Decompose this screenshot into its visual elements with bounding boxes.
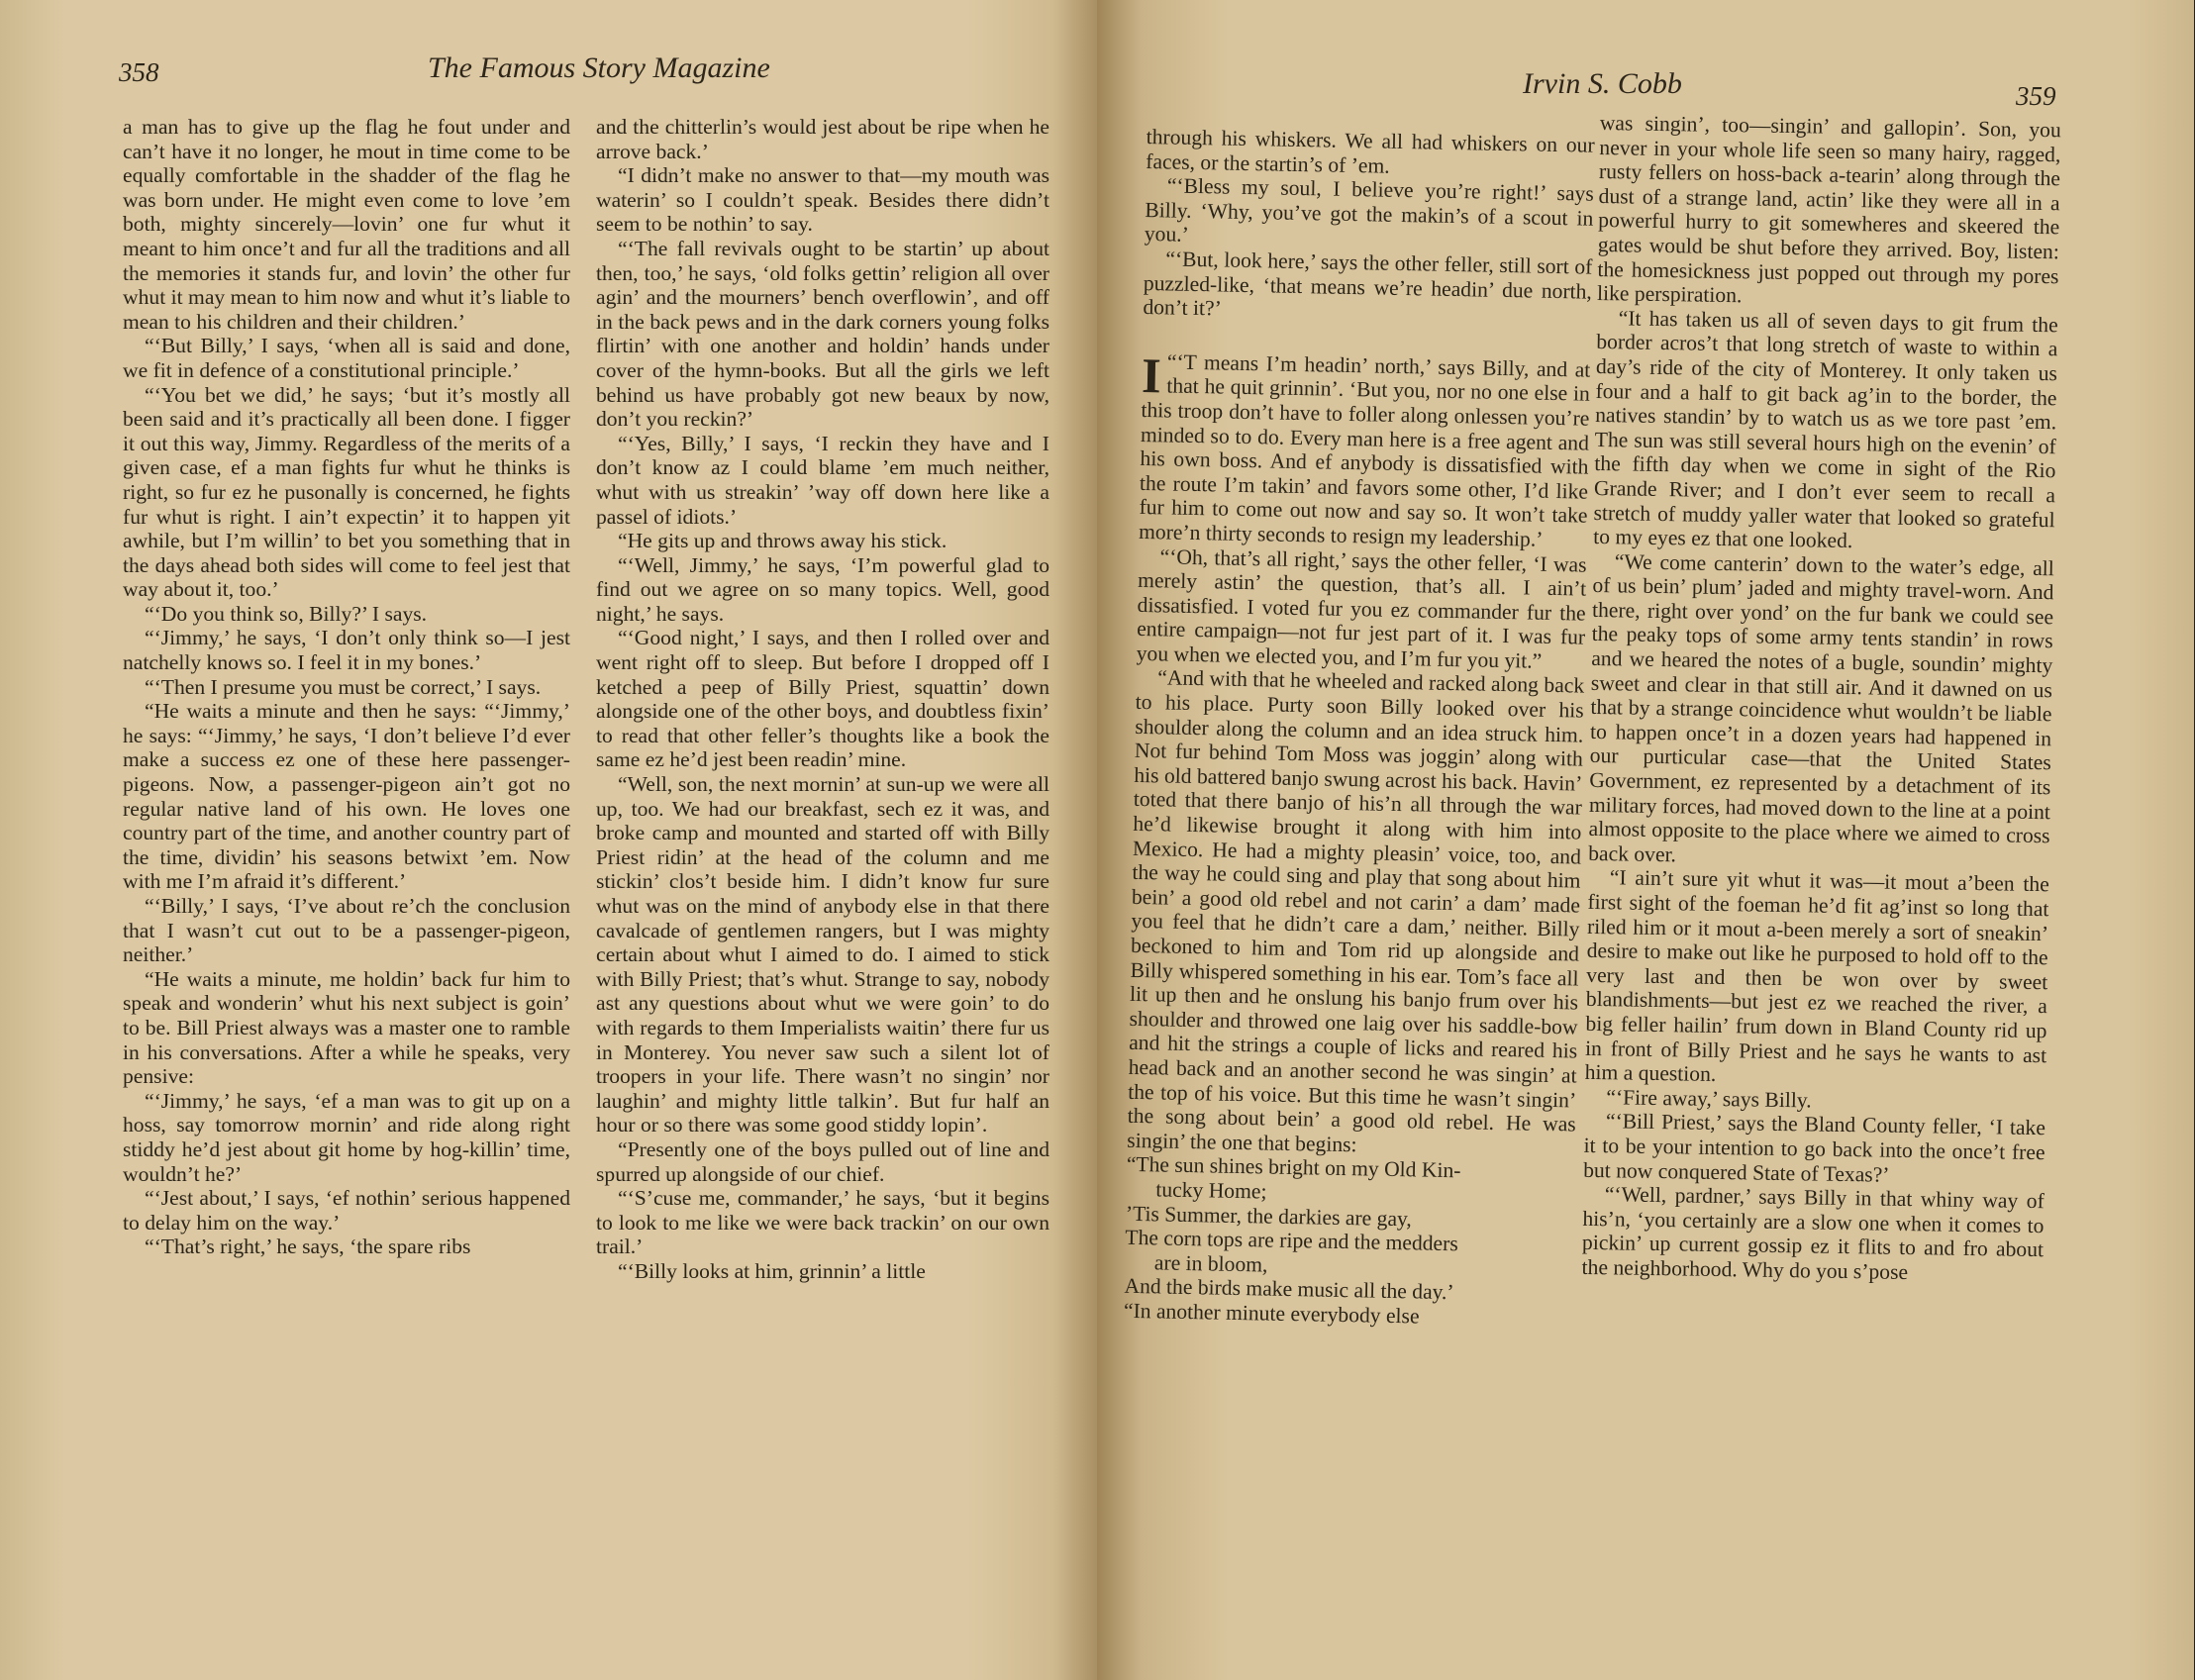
paragraph: “We come canterin’ down to the water’s edge, all of us bein’ plum’ jaded and mighty travel-worn. And there, right over yond’ on the fur bank we could see the peaky tops of some army tents standin’ in rows and we heared the notes of a bugle, soundin’ mighty sweet and clear in that still air. And it dawned on us that by a strange coincidence whut wouldn’t be liable to happen once’t in a dozen years had happened in our purticular case—that the United States Government, ez represented by a detachment of its military forces, had moved down to the line at a point almost opposite to the place where we aimed to cross back over. [1588, 548, 2054, 867]
left-column-2 [596, 115, 1049, 1284]
paragraph: “‘Good night,’ I says, and then I rolled over and went right off to sleep. But before I dropped off I ketched a peep of Billy Priest, squattin’ down alongside one of the other boys, and doubtless fixin’ to read that other feller’s thoughts like a book the same ez he’d jest been readin’ mine. [596, 626, 1049, 772]
paragraph: “‘Well, Jimmy,’ he says, ‘I’m powerful glad to find out we agree on so many topics. Well, good night,’ he says. [596, 552, 1049, 626]
paragraph: “And with that he wheeled and racked along back to his place. Purty soon Billy looked over his shoulder along the column and an idea struck him. Not fur behind Tom Moss was joggin’ along with his old battered banjo swung acrost his back. Havin’ toted that there banjo of his’n all through the war he’d likewise brought it along with him into Mexico. He had a mighty pleasin’ voice, too, and the way he could sing and play that song about him bein’ a good old rebel and not carin’ a dam’ made you feel that he didn’t care a dam,’ neither. Billy beckoned to him and Tom rid up alongside and Billy whispered something in his ear. Tom’s face all lit up then and he onslung his banjo frum over his shoulder and throwed one laig over his saddle-bow and hit the strings a couple of licks and reared his head back and an another second he was singin’ at the top of his voice. But this time he wasn’t singin’ the song about bein’ a good old rebel. He was singin’ the one that begins: [1127, 665, 1585, 1157]
paragraph: “‘That’s right,’ he says, ‘the spare ribs [145, 1235, 471, 1259]
paragraph: “‘The fall revivals ought to be startin’ up about then, too,’ he says, ‘old folks gettin’ religion all over agin’ and the mourners’ bench overflowin’, and off in the back pews and in the dark corners young folks flirtin’ with one another and holdin’ hands under cover of the hymn-books. But all the girls we left behind us have probably got new beaux by now, don’t you reckin?’ [596, 236, 1049, 432]
paragraph: “‘Billy looks at him, grinnin’ a little [618, 1258, 926, 1283]
paragraph: “‘Billy,’ I says, ‘I’ve about re’ch the conclusion that I wasn’t cut out to be a passenger-pigeon, neither.’ [123, 894, 570, 967]
paragraph: “‘Well, pardner,’ says Billy in that whiny way of his’n, ‘you certainly are a slow one when it comes to pickin’ up current gossip ez it flits to and fro about the neighborhood. Why do you s’pose [1581, 1182, 2045, 1284]
paragraph: was singin’, too—singin’ and gallopin’. Son, you never in your whole life seen so many hairy, ragged, rusty fellers on hoss-back a-tearin’ along through the dust of a strange land, actin’ like they were all in a powerful hurry to git somewheres and skeered the gates would be shut before they arrived. Boy, listen: the homesickness just popped out through my pores like perspiration. [1596, 111, 2061, 308]
dropcap-quote: “‘ [1166, 349, 1184, 374]
verse-line: ’Tis Summer, the darkies are gay, [1125, 1201, 1413, 1231]
verse-line: are in bloom, [1153, 1250, 1268, 1277]
paragraph: “‘Jimmy,’ he says, ‘ef a man was to git up on a hoss, say tomorrow mornin’ and ride along right stiddy he’d jest about git home by hog-killin’ time, wouldn’t he?’ [123, 1088, 570, 1186]
paragraph: “‘Fire away,’ says Billy. [1606, 1084, 1812, 1113]
paragraph: “It has taken us all of seven days to git frum the border acros’t that long stretch of waste to within a day’s ride of the city of Monterey. It only taken us four and a half to git back ag’in to the border, the natives standin’ by to watch us as we tore past ’em. The sun was still several hours high on the evenin’ of the fifth day when we come in sight of the Rio Grande River; and I don’t ever seem to recall a stretch of muddy yaller water that looked so grateful to my eyes ez that one looked. [1593, 306, 2058, 553]
left-page [0, 0, 1097, 1680]
paragraph: “‘Bless my soul, I believe you’re right!’ says Billy. ‘Why, you’ve got the makin’s of a scout in you.’ [1144, 173, 1594, 247]
paragraph: “Well, son, the next mornin’ at sun-up we were all up, too. We had our breakfast, sech ez it was, and broke camp and mounted and started off with Billy Priest ridin’ at the head of the column and me stickin’ clos’t beside him. I didn’t know fur sure whut was on the mind of anybody else in that there cavalcade of gentlemen rangers, but I was mighty certain about whut I aimed to do. I aimed to stick with Billy Priest; that’s whut. Strange to say, nobody ast any questions about whut we were goin’ to do with regards to them Imperialists waitin’ there fur us in Monterey. You never saw such a silent lot of troopers in your life. There wasn’t no singin’ nor laughin’ and mighty little talkin’. But fur half an hour or so there was some good stiddy lopin’. [596, 772, 1049, 1137]
paragraph: “He gits up and throws away his stick. [618, 529, 948, 553]
page-number: 359 [2016, 81, 2056, 111]
paragraph: “He waits a minute and then he says: “‘Jimmy,’ he says: “‘Jimmy,’ he says, ‘I don’t believe I’d ever make a success ez one of these here passenger-pigeons. Now, a passenger-pigeon ain’t got no regular native land of his own. He loves one country part of the time, and another country part of the time, dividin’ his seasons betwixt ’em. Now with me I’m afraid it’s different.’ [123, 699, 570, 894]
paragraph: “He waits a minute, me holdin’ back fur him to speak and wonderin’ whut his next subject is goin’ to be. Bill Priest always was a master one to ramble in his conversations. After a while he speaks, very pensive: [123, 966, 570, 1089]
paragraph: “In another minute everybody else [1123, 1298, 1420, 1329]
left-column-1 [123, 115, 570, 1259]
song-verse [1124, 1152, 1575, 1307]
drop-cap-letter: I [1141, 346, 1162, 404]
verse-line: The corn tops are ripe and the medders [1125, 1225, 1458, 1256]
dropcap-text: T means I’m headin’ north,’ says Billy, and at that he quit grinnin’. ‘But you, nor no one else in this troop don’t have to foller along onlessen you’re minded so to do. Every man here is a free agent and his own boss. And ef anybody is dissatisfied with the route I’m takin’ and favors some other, I’d like fur him to come out now and say so. It won’t take more’n thirty seconds to resign my leadership.’ [1138, 349, 1591, 551]
paragraph: “‘S’cuse me, commander,’ he says, ‘but it begins to look to me like we were back trackin’ on our own trail.’ [596, 1186, 1049, 1259]
paragraph: “‘But, look here,’ says the other feller, still sort of puzzled-like, ‘that means we’re headin’ due north, don’t it?’ [1143, 247, 1593, 321]
running-head: Irvin S. Cobb [1523, 67, 1682, 100]
right-column-2 [1581, 111, 2060, 1287]
paragraph: “I ain’t sure yit whut it was—it mout a’been the first sight of the foeman he’d fit ag’inst so long that riled him or it mout a-been merely a sort of sneakin’ desire to make out like he purposed to hold off to the very last and then be won over by sweet blandishments—but jest ez we reached the river, a big feller hailin’ frum down in Bland County rid up in front of Billy Priest and he says he wants to ast him a question. [1584, 865, 2049, 1087]
verse-line: “The sun shines bright on my Old Kin- [1126, 1152, 1461, 1183]
paragraph: a man has to give up the flag he fout under and can’t have it no longer, he mout in time come to be equally comfortable in the shadder of the flag he was born under. He might even come to love ’em both, mighty sincerely—lovin’ one fur whut it meant to him once’t and fur all the traditions and all the memories it stands fur, and lovin’ the other fur whut it may mean to him now and whut it’s liable to mean to his children and their children.’ [123, 115, 570, 334]
page-number: 358 [119, 57, 159, 87]
paragraph: “‘Then I presume you must be correct,’ I says. [145, 674, 542, 699]
paragraph: “‘Do you think so, Billy?’ I says. [145, 601, 428, 626]
paragraph: “‘But Billy,’ I says, ‘when all is said and done, we fit in defence of a constitutional principle.’ [123, 334, 570, 382]
paragraph: through his whiskers. We all had whiskers on our faces, or the startin’s of ’em. [1146, 125, 1595, 178]
paragraph: “Presently one of the boys pulled out of line and spurred up alongside of our chief. [596, 1136, 1049, 1186]
dropcap-paragraph [1138, 346, 1591, 552]
paragraph: “‘Bill Priest,’ says the Bland County feller, ‘I take it to be your intention to go back into the once’t free but now conquered State of Texas?’ [1583, 1109, 2046, 1187]
running-head: The Famous Story Magazine [428, 51, 770, 84]
paragraph: “I didn’t make no answer to that—my mouth was waterin’ so I couldn’t speak. Besides there didn’t seem to be nothin’ to say. [596, 163, 1049, 237]
paragraph: “‘Oh, that’s all right,’ says the other feller, ‘I was merely astin’ the question, that’s all. I ain’t dissatisfied. I voted fur you ez commander fur the entire campaign—not fur jest part of it. I was fur you when we elected you, and I’m fur you yit.” [1136, 544, 1587, 673]
right-page [1097, 0, 2194, 1680]
paragraph: “‘Yes, Billy,’ I says, ‘I reckin they have and I don’t know az I could blame ’em much neither, whut with us streakin’ ’way off down here like a passel of idiots.’ [596, 431, 1049, 529]
verse-line: And the birds make music all the day.’ [1124, 1274, 1454, 1305]
paragraph: “‘Jimmy,’ he says, ‘I don’t only think so—I jest natchelly knows so. I feel it in my bones.’ [123, 626, 570, 675]
paragraph: and the chitterlin’s would jest about be ripe when he arrove back.’ [596, 115, 1049, 163]
paragraph: “‘You bet we did,’ he says; ‘but it’s mostly all been said and it’s practically all been done. I figger it out this way, Jimmy. Regardless of the merits of a given case, ef a man fights fur whut he thinks is right, so fur ez he pusonally is concerned, he fights fur whut is right. I ain’t expectin’ it to happen yit awhile, but I’m willin’ to bet you something that in the days ahead both sides will come to feel jest that way about it, too.’ [123, 382, 570, 602]
verse-line: tucky Home; [1155, 1177, 1267, 1204]
right-column-1 [1124, 125, 1595, 1332]
paragraph: “‘Jest about,’ I says, ‘ef nothin’ serious happened to delay him on the way.’ [123, 1186, 570, 1235]
